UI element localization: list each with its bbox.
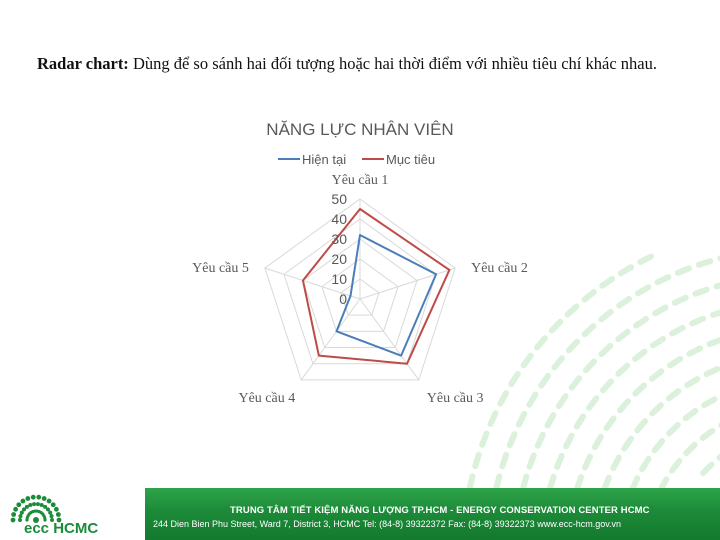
logo-dot <box>47 499 52 504</box>
decorative-dash <box>591 433 605 452</box>
decorative-dash <box>602 414 617 432</box>
decorative-dash <box>534 431 547 450</box>
logo-dot <box>31 495 36 500</box>
radial-tick-label: 0 <box>339 291 347 307</box>
logo-dot <box>11 512 16 517</box>
decorative-dash <box>478 430 490 449</box>
grid-spoke <box>360 268 455 299</box>
decorative-dash <box>617 263 636 277</box>
chart-title: NĂNG LỰC NHÂN VIÊN <box>266 120 454 139</box>
radial-tick-label: 40 <box>331 211 347 227</box>
radial-tick-label: 30 <box>331 231 347 247</box>
decorative-dash <box>499 451 510 470</box>
decorative-dash <box>654 273 673 286</box>
decorative-dash <box>688 315 707 328</box>
logo-dot <box>42 496 47 501</box>
decorative-dash <box>616 397 632 414</box>
radial-tick-label: 20 <box>331 251 347 267</box>
decorative-dash <box>651 303 670 317</box>
logo-dot <box>18 518 22 522</box>
decorative-dash <box>581 453 594 472</box>
logo-dot <box>48 511 52 515</box>
category-label: Yêu cầu 5 <box>192 261 249 277</box>
logo-dot <box>50 514 54 518</box>
decorative-dash <box>614 327 632 343</box>
category-label: Yêu cầu 1 <box>331 173 389 188</box>
decorative-dash <box>506 430 518 449</box>
logo-dot <box>25 496 30 501</box>
decorative-dash <box>698 427 716 443</box>
decorative-dash <box>638 455 653 473</box>
decorative-dash <box>682 407 700 423</box>
logo-dot <box>11 518 16 523</box>
intro-label: Radar chart: <box>37 54 129 73</box>
category-label: Yêu cầu 4 <box>238 390 296 406</box>
decorative-dash <box>665 387 683 403</box>
decorative-dash <box>633 417 649 435</box>
footer-org-name: TRUNG TÂM TIẾT KIỆM NĂNG LƯỢNG TP.HCM - ENERGY CONSERVATION CENTER HCMC <box>230 505 650 516</box>
decorative-dash <box>562 432 576 451</box>
decorative-dash <box>543 411 557 430</box>
decorative-dash <box>685 344 704 357</box>
decorative-dash <box>573 412 588 430</box>
logo-dot <box>18 514 22 518</box>
decorative-dash <box>648 401 665 418</box>
decorative-dash <box>580 322 597 339</box>
decorative-dash <box>713 279 720 290</box>
decorative-dash <box>682 441 699 458</box>
radial-tick-label: 50 <box>331 191 347 207</box>
decorative-dash <box>609 453 623 472</box>
logo-dot <box>13 507 18 512</box>
logo-dot <box>40 503 44 507</box>
decorative-dash <box>636 253 655 267</box>
decorative-dash <box>553 452 565 471</box>
grid-spoke <box>360 299 419 380</box>
ecc-logo-icon <box>6 490 66 524</box>
decorative-dash <box>615 295 633 310</box>
legend-label-hien-tai: Hiện tại <box>302 152 347 167</box>
decorative-dash <box>706 336 720 348</box>
category-label: Yêu cầu 2 <box>471 261 528 277</box>
decorative-dash <box>700 395 719 409</box>
logo-dot <box>36 495 41 500</box>
decorative-dash <box>634 283 653 297</box>
decorative-dash <box>515 410 528 429</box>
logo-dot <box>21 499 26 504</box>
radial-tick-label: 10 <box>331 271 347 287</box>
decorative-dash <box>709 307 720 318</box>
legend-label-muc-tieu: Mục tiêu <box>386 152 436 167</box>
intro-text: Dùng để so sánh hai đối tượng hoặc hai thời điểm với nhiều tiêu chí khác nhau. <box>128 54 657 73</box>
decorative-dash <box>631 347 649 363</box>
decorative-dash <box>668 324 687 338</box>
decorative-dash <box>665 421 682 438</box>
logo-text: ecc HCMC <box>24 520 99 537</box>
decorative-dash <box>715 447 720 462</box>
radar-grid <box>265 199 455 380</box>
decorative-dash <box>580 288 598 304</box>
decorative-dash <box>648 367 666 383</box>
decorative-dash <box>703 365 720 378</box>
footer-contact: 244 Dien Bien Phu Street, Ward 7, District 3, HCMC Tel: (84-8) 39322372 Fax: (84-8) 39322373 www.ecc-hcm.gov.vn <box>153 519 622 529</box>
logo-dot <box>54 507 59 512</box>
radar-series <box>303 209 449 364</box>
decorative-dash <box>650 437 666 455</box>
decorative-dash <box>599 377 616 394</box>
radar-chart <box>150 108 570 408</box>
logo-dot <box>28 503 32 507</box>
decorative-dash <box>631 381 648 398</box>
decorative-dash <box>632 315 650 330</box>
logo-dot <box>16 502 21 507</box>
series-line-hien-tai <box>336 235 436 356</box>
category-label: Yêu cầu 3 <box>426 390 484 406</box>
decorative-dash <box>620 434 635 452</box>
decorative-dash <box>666 355 684 370</box>
decorative-dash <box>597 342 614 359</box>
decorative-dash <box>614 361 631 378</box>
logo-dot <box>56 512 61 517</box>
decorative-dash <box>649 335 667 350</box>
logo-dot <box>25 505 29 509</box>
decorative-dash <box>471 451 482 470</box>
decorative-dash <box>598 275 616 290</box>
decorative-dash <box>582 357 599 374</box>
decorative-dash <box>699 460 716 477</box>
decorative-dash <box>692 286 711 298</box>
decorative-dash <box>674 264 693 276</box>
decorative-dash <box>683 375 702 389</box>
decorative-dash <box>668 457 684 475</box>
intro-paragraph <box>37 52 687 76</box>
decorative-dash <box>597 308 615 324</box>
logo-dot <box>36 502 40 506</box>
series-line-muc-tieu <box>303 209 449 364</box>
decorative-dash <box>695 257 714 268</box>
logo-dot <box>51 502 56 507</box>
logo-dot <box>32 502 36 506</box>
decorative-dash <box>671 294 690 307</box>
legend <box>278 152 435 167</box>
decorative-dash <box>585 394 601 412</box>
decorative-dash <box>487 409 500 428</box>
decorative-dash <box>526 452 538 471</box>
